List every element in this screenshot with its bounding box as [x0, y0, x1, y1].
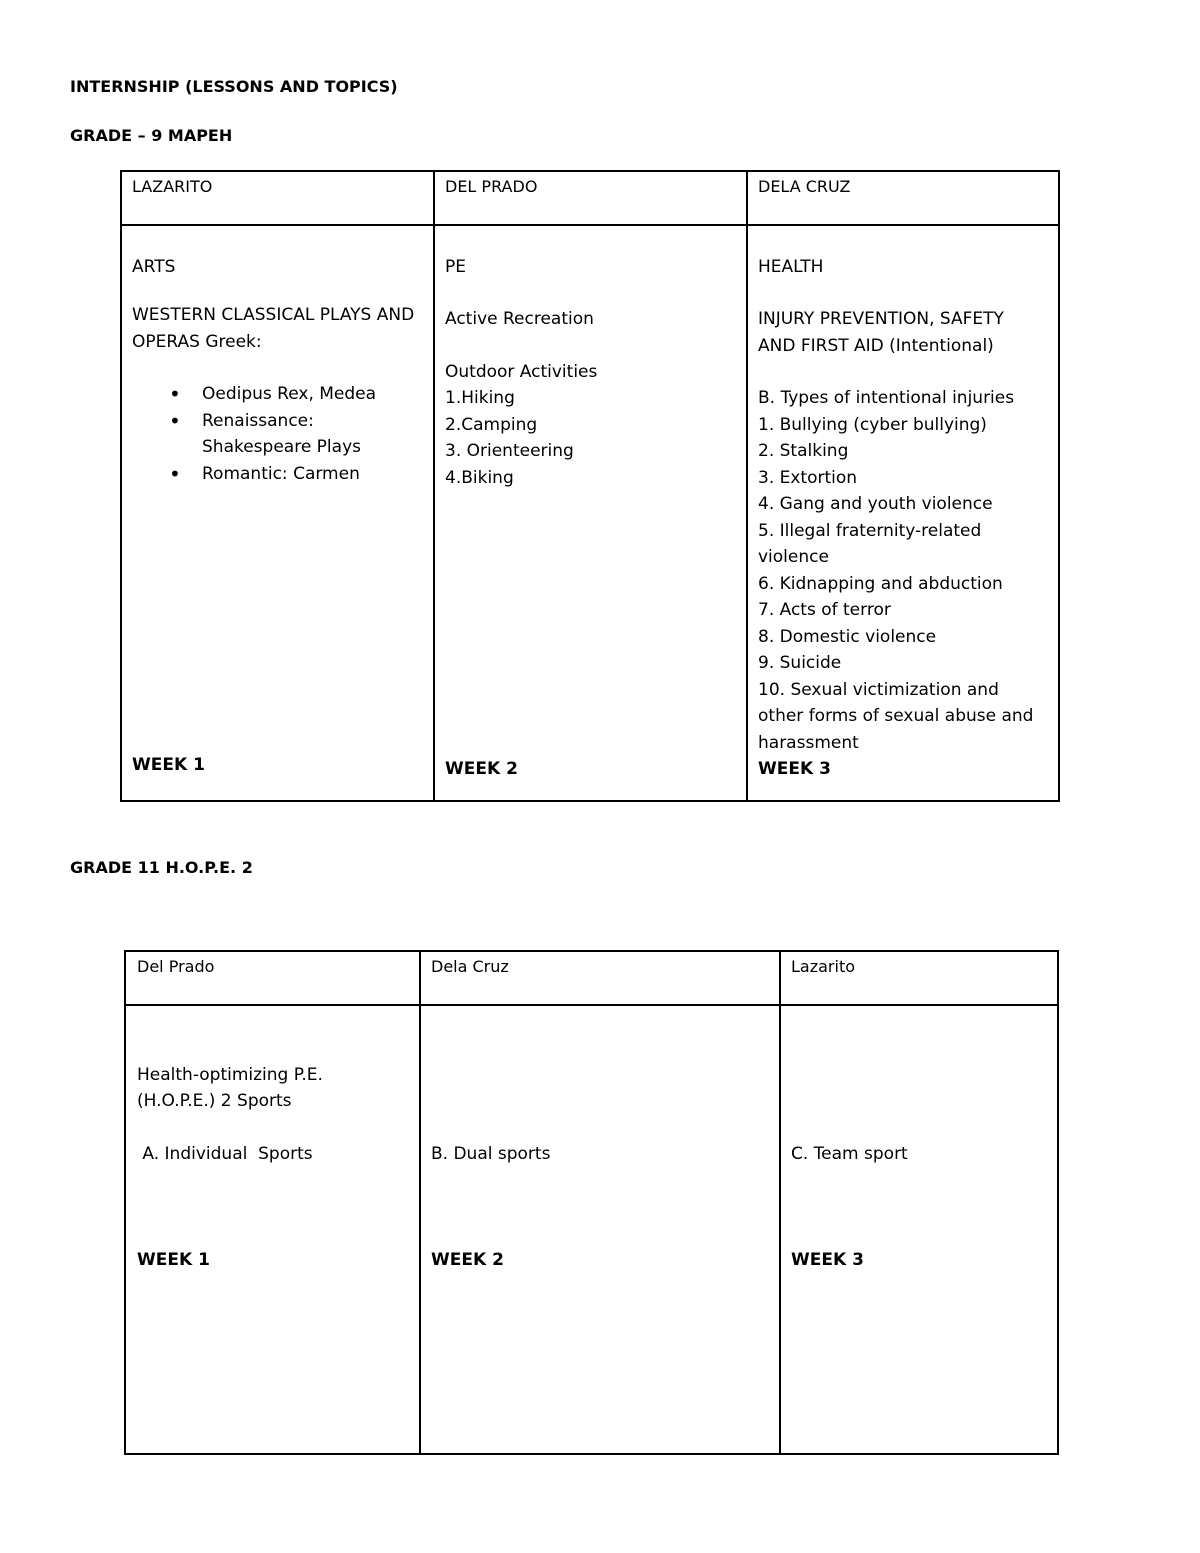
list-item: 4.Biking: [445, 467, 514, 488]
header-lazarito: LAZARITO: [132, 177, 213, 196]
pe-activity-list: [445, 385, 574, 491]
header-del-prado: Del Prado: [137, 957, 215, 976]
grade11-heading: GRADE 11 H.O.P.E. 2: [70, 858, 253, 877]
pe-sub-heading: Outdoor Activities: [445, 362, 598, 382]
list-item: 2.Camping: [445, 414, 538, 435]
arts-topic-line2: OPERAS Greek:: [132, 332, 262, 352]
health-injury-list: [758, 385, 1033, 756]
arts-bullet-list: [132, 381, 376, 487]
week-3-label: WEEK 3: [791, 1250, 864, 1270]
week-2-label: WEEK 2: [445, 759, 518, 779]
individual-sports: A. Individual Sports: [137, 1144, 313, 1164]
list-item: 10. Sexual victimization and: [758, 679, 999, 700]
arts-subject: ARTS: [132, 257, 176, 277]
list-item: 7. Acts of terror: [758, 600, 891, 620]
list-item-continuation: Shakespeare Plays: [202, 437, 361, 457]
grade11-table: [124, 950, 1059, 1455]
pe-subject: PE: [445, 257, 466, 277]
list-item: 2. Stalking: [758, 441, 849, 461]
list-item: harassment: [758, 732, 859, 753]
header-del-prado: DEL PRADO: [445, 177, 538, 196]
arts-topic-line1: WESTERN CLASSICAL PLAYS AND: [132, 305, 415, 325]
list-item: • Oedipus Rex, Medea: [132, 381, 376, 408]
list-item: • Romantic: Carmen: [132, 461, 376, 488]
dual-sports: B. Dual sports: [431, 1144, 551, 1164]
list-item: 6. Kidnapping and abduction: [758, 573, 1003, 594]
header-lazarito: Lazarito: [791, 957, 856, 976]
header-dela-cruz: DELA CRUZ: [758, 177, 851, 196]
list-item: 9. Suicide: [758, 653, 842, 673]
list-item: 8. Domestic violence: [758, 626, 937, 647]
list-item: 1.Hiking: [445, 388, 515, 408]
grade9-table: [120, 170, 1060, 802]
week-3-label: WEEK 3: [758, 759, 831, 779]
week-1-label: WEEK 1: [137, 1250, 210, 1270]
list-item: 5. Illegal fraternity-related: [758, 520, 982, 541]
week-2-label: WEEK 2: [431, 1250, 504, 1270]
list-item: 1. Bullying (cyber bullying): [758, 414, 987, 435]
hope-intro-line1: Health-optimizing P.E.: [137, 1065, 323, 1085]
list-item: 3. Extortion: [758, 467, 858, 488]
document-title: INTERNSHIP (LESSONS AND TOPICS): [70, 77, 398, 96]
team-sport: C. Team sport: [791, 1144, 908, 1164]
health-subject: HEALTH: [758, 257, 824, 277]
hope-intro-line2: (H.O.P.E.) 2 Sports: [137, 1091, 292, 1111]
pe-topic: Active Recreation: [445, 309, 594, 329]
list-item: other forms of sexual abuse and: [758, 706, 1034, 726]
week-1-label: WEEK 1: [132, 755, 205, 775]
list-item: • Renaissance:: [132, 408, 376, 435]
list-item: B. Types of intentional injuries: [758, 388, 1015, 408]
health-topic-line2: AND FIRST AID (Intentional): [758, 336, 994, 356]
list-item: violence: [758, 547, 829, 567]
list-item: 3. Orienteering: [445, 441, 574, 461]
list-item: 4. Gang and youth violence: [758, 494, 993, 514]
health-topic-line1: INJURY PREVENTION, SAFETY: [758, 309, 1004, 329]
grade9-heading: GRADE – 9 MAPEH: [70, 126, 233, 145]
header-dela-cruz: Dela Cruz: [431, 957, 509, 976]
